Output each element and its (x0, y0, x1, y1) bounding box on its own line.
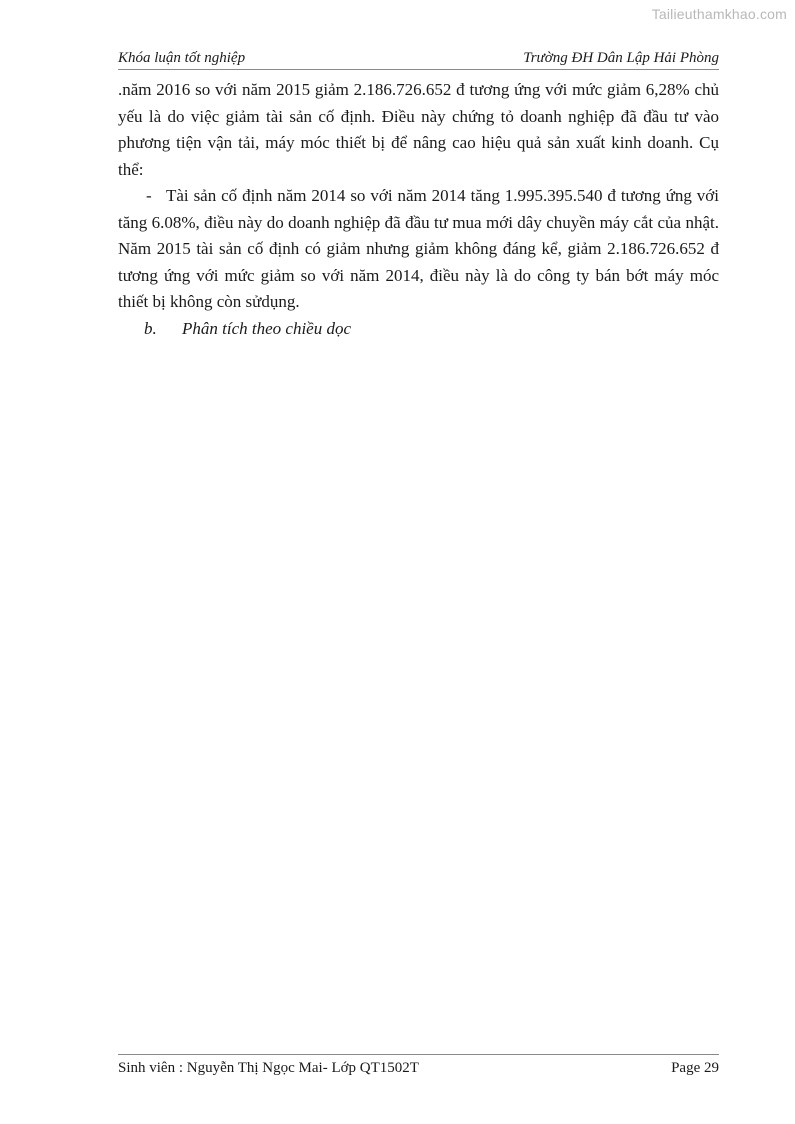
document-body (118, 77, 719, 342)
section-subheading (118, 316, 719, 343)
bullet-item (118, 183, 719, 316)
page-header (118, 50, 719, 70)
page-footer (118, 1054, 719, 1078)
bullet-dash: - (146, 186, 152, 205)
header-university: Trường ĐH Dân Lập Hải Phòng (523, 50, 719, 66)
header-thesis-title: Khóa luận tốt nghiệp (118, 50, 246, 66)
paragraph-intro: .năm 2016 so với năm 2015 giảm 2.186.726.652 đ tương ứng với mức giảm 6,28% chủ yếu là do việc giảm tài sản cố định. Điều này chứng tỏ doanh nghiệp đã đầu tư vào phương tiện vận tải, máy móc thiết bị để nâng cao hiệu quả sản xuất kinh doanh. Cụ thể: (118, 80, 719, 179)
page-number: Page 29 (671, 1060, 719, 1076)
bullet-text: Tài sản cố định năm 2014 so với năm 2014 tăng 1.995.395.540 đ tương ứng với tăng 6.08%, điều này do doanh nghiệp đã đầu tư mua mới dây chuyền máy cắt của nhật. Năm 2015 tài sản cố định có giảm nhưng giảm không đáng kể, giảm 2.186.726.652 đ tương ứng với mức giảm so với năm 2014, điều này là do công ty bán bớt máy móc thiết bị không còn sửdụng. (118, 186, 719, 311)
footer-student-info: Sinh viên : Nguyễn Thị Ngọc Mai- Lớp QT1502T (118, 1060, 419, 1076)
watermark-text: Tailieuthamkhao.com (651, 6, 787, 22)
subheading-number: b. (144, 318, 157, 338)
subheading-title: Phân tích theo chiều dọc (182, 318, 352, 338)
